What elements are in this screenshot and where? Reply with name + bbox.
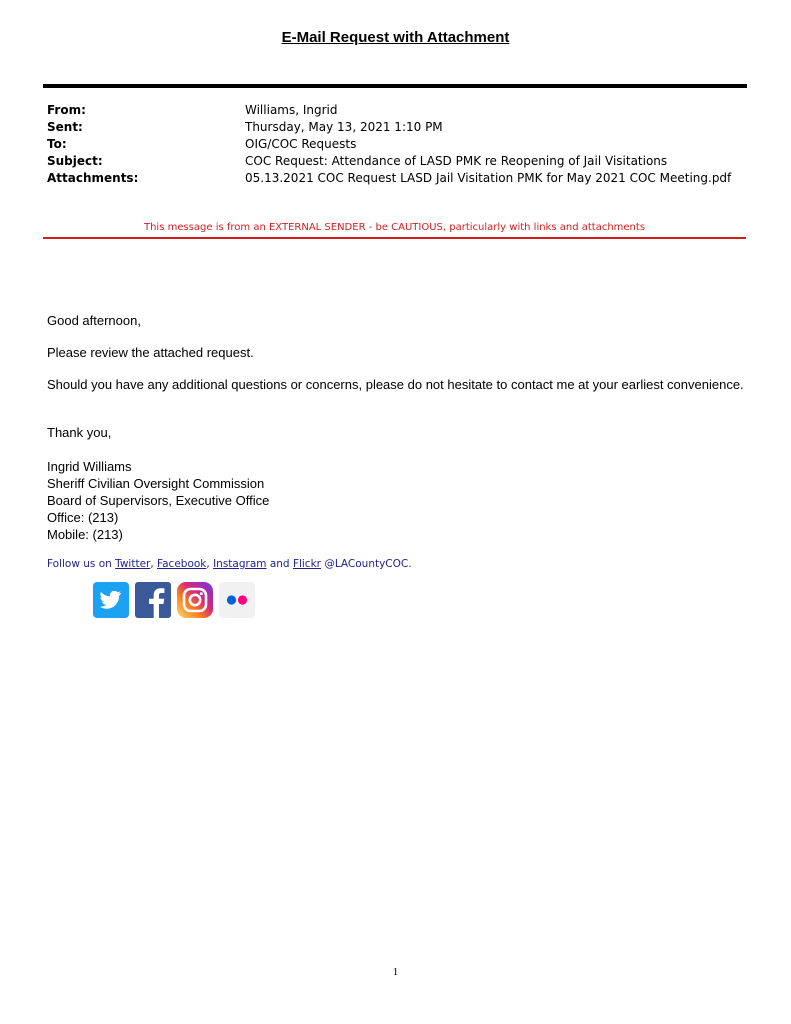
facebook-icon[interactable]: [135, 582, 171, 618]
signature-org: Sheriff Civilian Oversight Commission: [47, 476, 265, 491]
sent-row: [47, 119, 747, 136]
body-line-2: Should you have any additional questions or concerns, please do not hesitate to contact me at your earliest convenience.: [47, 377, 744, 392]
subject-row: [47, 153, 747, 170]
page-number: 1: [392, 966, 399, 978]
closing: Thank you,: [47, 425, 112, 440]
attachments-row: [47, 170, 747, 187]
twitter-icon[interactable]: [93, 582, 129, 618]
instagram-link[interactable]: Instagram: [213, 558, 267, 570]
from-row: [47, 102, 747, 119]
flickr-icon[interactable]: [219, 582, 255, 618]
signature-mobile: Mobile: (213): [47, 527, 123, 542]
document-title: E-Mail Request with Attachment: [281, 29, 510, 46]
external-sender-warning: This message is from an EXTERNAL SENDER - be CAUTIOUS, particularly with links and attachments: [143, 222, 646, 233]
to-row: [47, 136, 747, 153]
twitter-link[interactable]: Twitter: [115, 558, 151, 570]
from-label: From:: [47, 103, 86, 117]
attachment-link[interactable]: 05.13.2021 COC Request LASD Jail Visitation PMK for May 2021 COC Meeting.pdf: [245, 171, 732, 185]
subject-label: Subject:: [47, 154, 103, 168]
facebook-link[interactable]: Facebook: [157, 558, 207, 570]
to-label: To:: [47, 137, 67, 151]
to-value: OIG/COC Requests: [245, 137, 357, 151]
subject-value: COC Request: Attendance of LASD PMK re Reopening of Jail Visitations: [245, 154, 668, 168]
follow-us-line: Follow us on Twitter, Facebook, Instagram and Flickr @LACountyCOC.: [47, 558, 412, 570]
from-value: Williams, Ingrid: [245, 103, 338, 117]
instagram-icon[interactable]: [177, 582, 213, 618]
sent-value: Thursday, May 13, 2021 1:10 PM: [245, 120, 443, 134]
greeting: Good afternoon,: [47, 313, 141, 328]
body-line-1: Please review the attached request.: [47, 345, 254, 360]
signature-block: [47, 458, 747, 543]
sent-label: Sent:: [47, 120, 83, 134]
signature-dept: Board of Supervisors, Executive Office: [47, 493, 270, 508]
signature-name: Ingrid Williams: [47, 459, 132, 474]
flickr-link[interactable]: Flickr: [292, 558, 321, 570]
attachments-label: Attachments:: [47, 171, 139, 185]
header-divider: [43, 84, 747, 88]
signature-office: Office: (213): [47, 510, 119, 525]
warning-divider: [43, 237, 746, 239]
